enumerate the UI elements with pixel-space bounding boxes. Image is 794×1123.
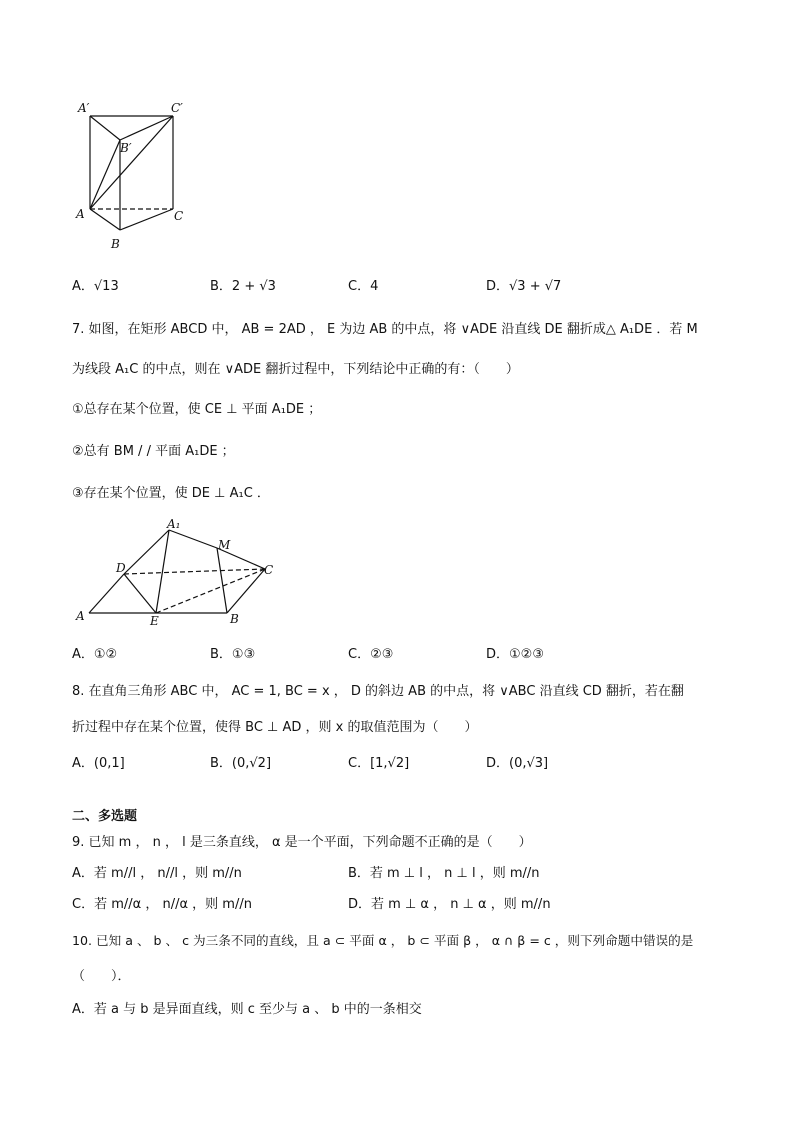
q7-statement2: ②总有 BM / / 平面 A₁DE ；	[72, 444, 235, 459]
q7-option-a: A．①②	[72, 647, 118, 662]
q9-option-a: A．若 m//l ， n//l ，则 m//n	[72, 866, 242, 881]
label-a1: A₁	[167, 517, 181, 531]
q8-line1: 8. 在直角三角形 ABC 中， AC = 1, BC = x ， D 的斜边 AB 的中点，将 ∨ABC 沿直线 CD 翻折，若在翻	[72, 684, 684, 699]
q10-line2: （ ）．	[72, 969, 131, 984]
label-a-prime: A′	[78, 101, 90, 115]
fold-figure	[72, 517, 287, 629]
q7-option-c: C．②③	[348, 647, 394, 662]
q6-option-b: B．2 + √3	[210, 279, 276, 294]
label-c: C	[264, 563, 274, 577]
label-c-prime: C′	[171, 101, 183, 115]
prism-figure	[70, 96, 200, 256]
q8-option-d: D．(0,√3]	[486, 756, 549, 771]
q6-option-c: C．4	[348, 279, 379, 294]
label-a: A	[76, 609, 85, 623]
q8-option-a: A．(0,1]	[72, 756, 125, 771]
q7-line2: 为线段 A₁C 的中点，则在 ∨ADE 翻折过程中，下列结论中正确的有：（ ）	[72, 362, 519, 377]
q10-option-a: A．若 a 与 b 是异面直线，则 c 至少与 a 、 b 中的一条相交	[72, 1002, 422, 1017]
q7-statement1: ①总存在某个位置，使 CE ⊥ 平面 A₁DE ；	[72, 402, 322, 417]
q6-option-d: D．√3 + √7	[486, 279, 562, 294]
q10-line1: 10. 已知 a 、 b 、 c 为三条不同的直线，且 a ⊂ 平面 α ， b ⊂ 平面 β ， α ∩ β = c ，则下列命题中错误的是	[72, 933, 694, 948]
q9-line1: 9. 已知 m ， n ， l 是三条直线， α 是一个平面，下列命题不正确的是（ ）	[72, 835, 532, 850]
label-m: M	[218, 538, 231, 552]
q9-option-c: C．若 m//α ， n//α ，则 m//n	[72, 897, 252, 912]
q7-option-b: B．①③	[210, 647, 256, 662]
q9-option-b: B．若 m ⊥ l ， n ⊥ l ，则 m//n	[348, 866, 540, 881]
label-d: D	[116, 561, 126, 575]
q6-option-a: A．√13	[72, 279, 119, 294]
q7-statement3: ③存在某个位置，使 DE ⊥ A₁C ．	[72, 486, 270, 501]
q8-option-c: C．[1,√2]	[348, 756, 410, 771]
label-b: B	[111, 237, 120, 251]
label-c: C	[174, 209, 184, 223]
q8-line2: 折过程中存在某个位置，使得 BC ⊥ AD ，则 x 的取值范围为（ ）	[72, 720, 478, 735]
q8-option-b: B．(0,√2]	[210, 756, 272, 771]
label-e: E	[150, 614, 159, 628]
q9-option-d: D．若 m ⊥ α ， n ⊥ α ，则 m//n	[348, 897, 551, 912]
q7-line1: 7. 如图，在矩形 ABCD 中， AB = 2AD ， E 为边 AB 的中点，将 ∨ADE 沿直线 DE 翻折成△ A₁DE ．若 M	[72, 322, 698, 337]
q7-option-d: D．①②③	[486, 647, 544, 662]
section-title-multi-choice: 二、多选题	[72, 809, 138, 824]
label-a: A	[76, 207, 85, 221]
label-b-prime: B′	[120, 141, 132, 155]
label-b: B	[230, 612, 239, 626]
